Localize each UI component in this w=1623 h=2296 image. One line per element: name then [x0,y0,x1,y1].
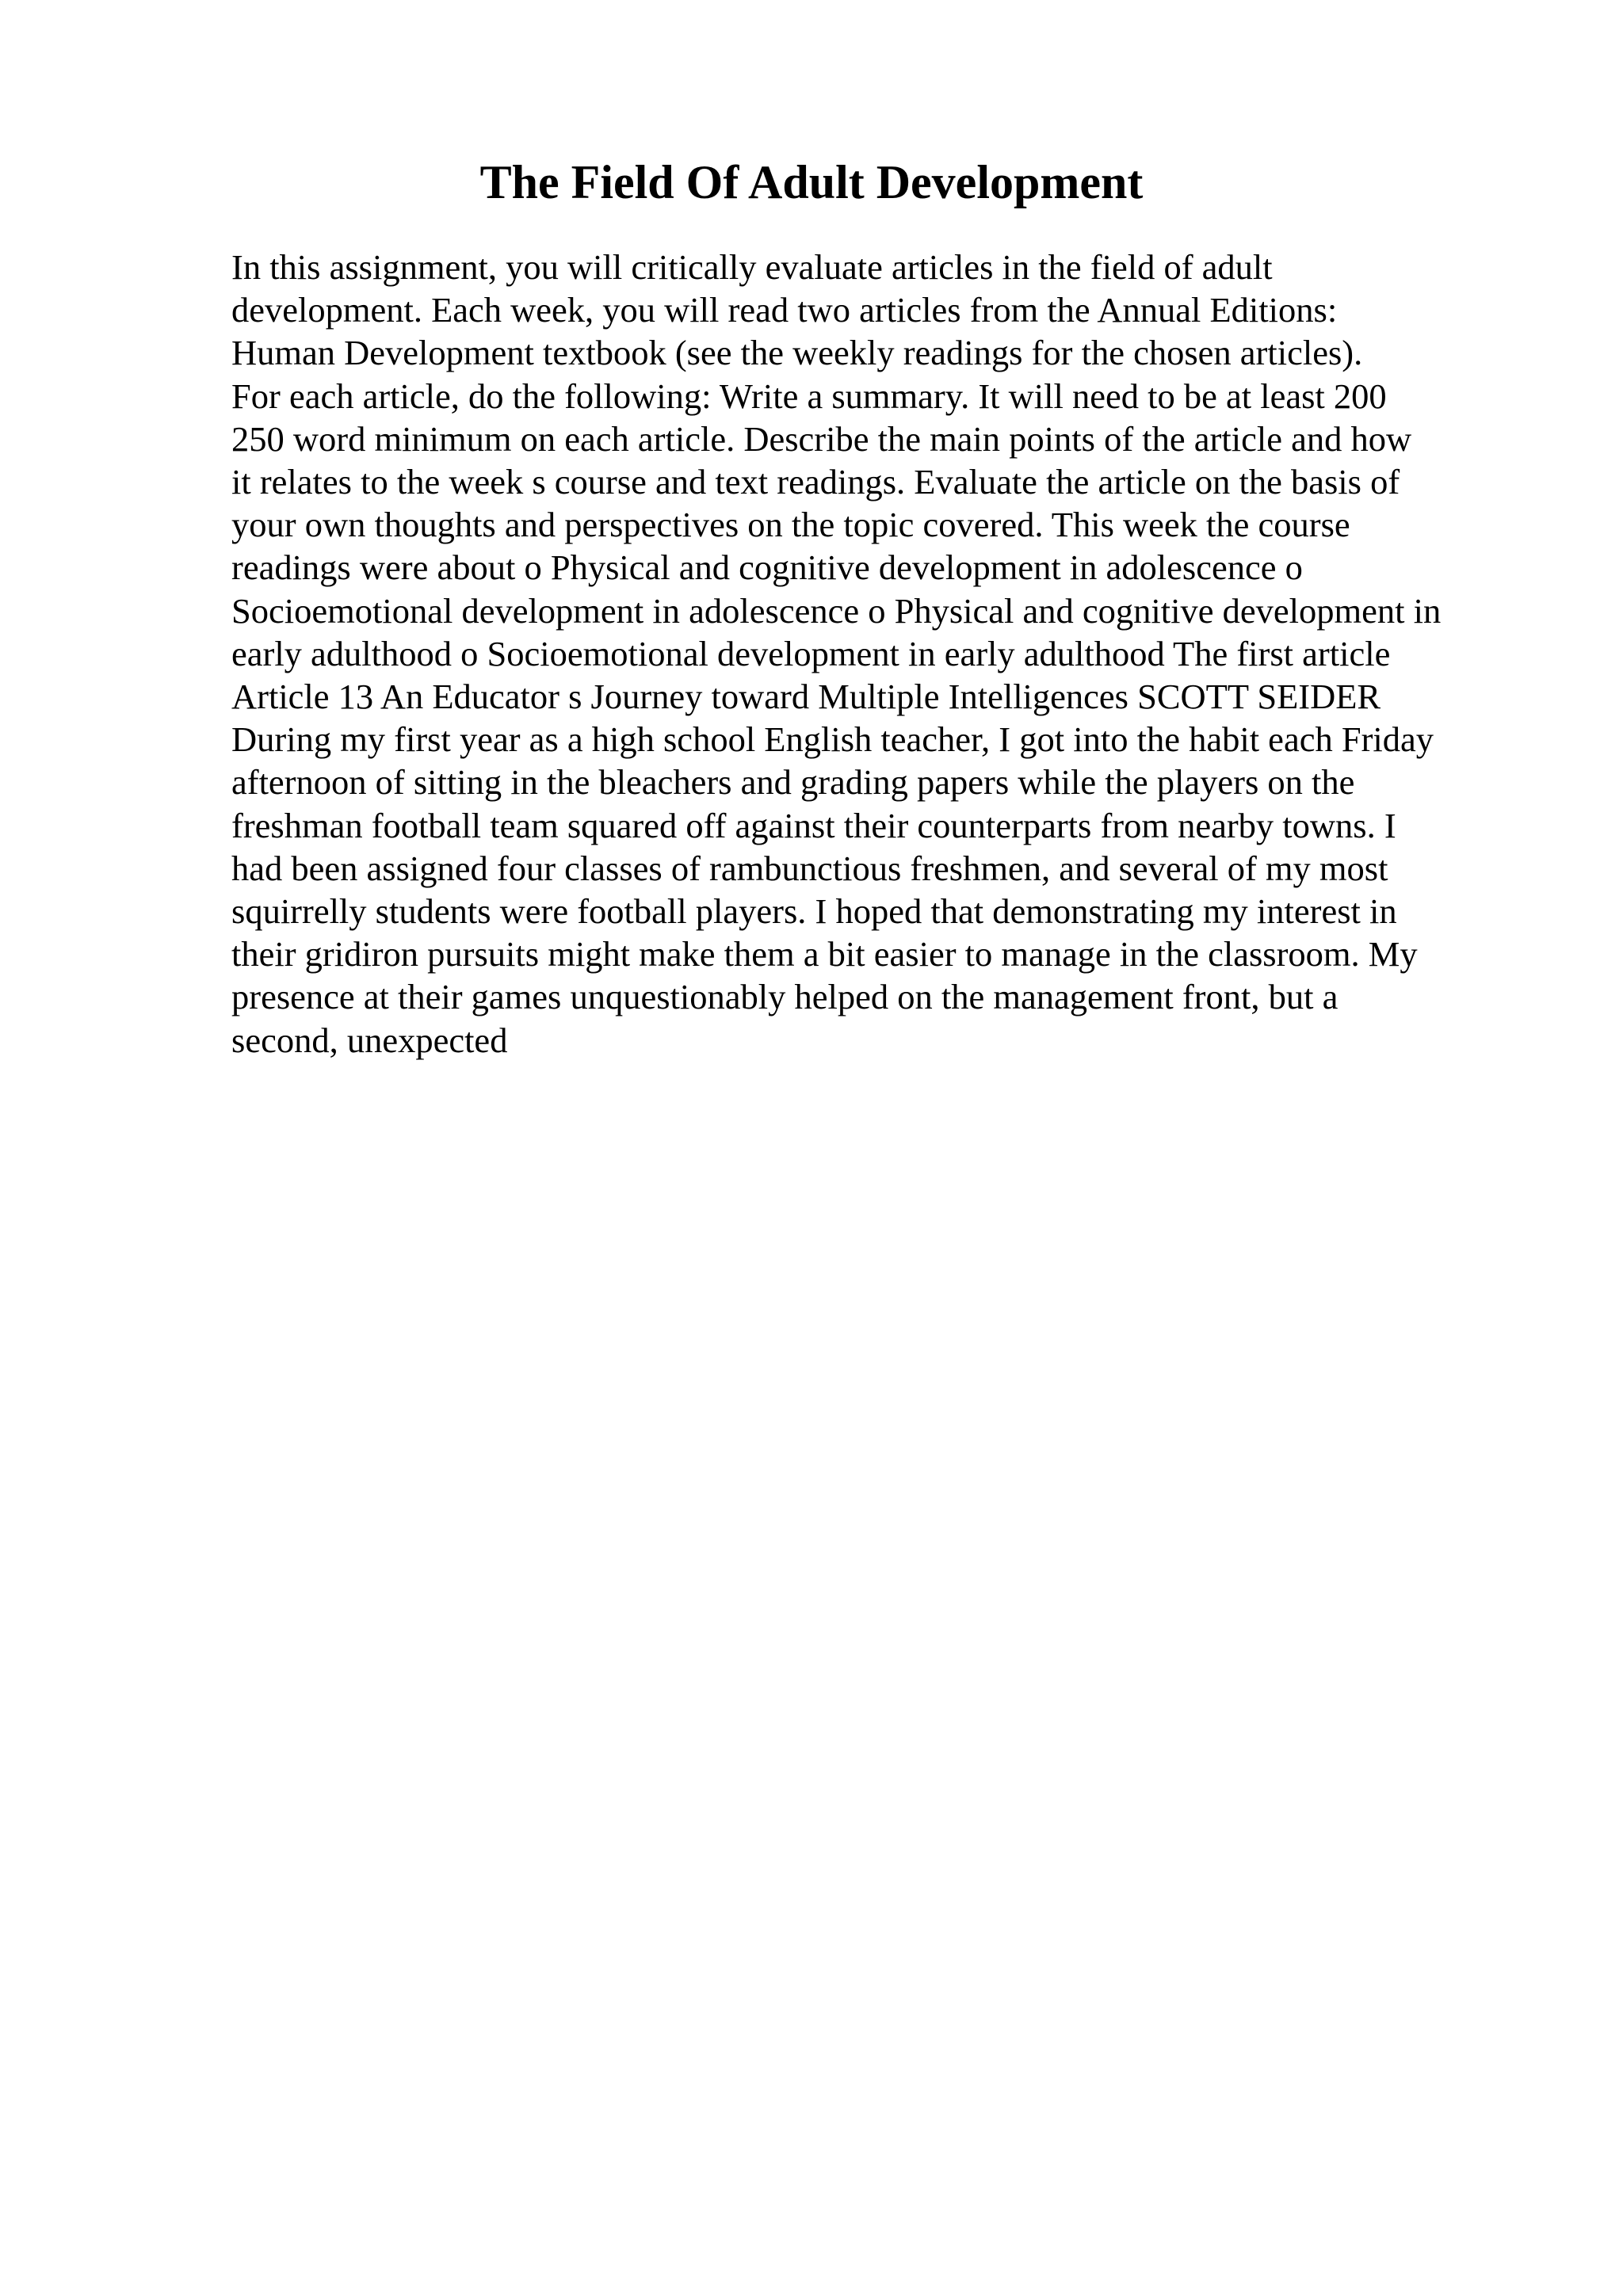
body-line: In this assignment, you will critically evaluate articles in the field of adult [231,247,1273,287]
body-line: readings were about o Physical and cognitive development in adolescence o [231,547,1303,588]
body-paragraph [231,246,1499,1062]
body-line: squirrelly students were football players. I hoped that demonstrating my interest in [231,891,1397,932]
body-line: Human Development textbook (see the weekly readings for the chosen articles). [231,333,1363,373]
body-line: freshman football team squared off against their counterparts from nearby towns. I [231,805,1396,845]
document-title: The Field Of Adult Development [479,156,1144,208]
body-line: presence at their games unquestionably helped on the management front, but a [231,977,1338,1017]
body-line: Article 13 An Educator s Journey toward Multiple Intelligences SCOTT SEIDER [231,677,1381,717]
body-line: For each article, do the following: Write a summary. It will need to be at least 200 [231,376,1387,416]
body-line: it relates to the week s course and text readings. Evaluate the article on the basis of [231,462,1400,502]
body-line: your own thoughts and perspectives on the topic covered. This week the course [231,505,1350,545]
body-line: early adulthood o Socioemotional development in early adulthood The first article [231,633,1391,673]
body-line: Socioemotional development in adolescence o Physical and cognitive development in [231,590,1442,631]
body-line: afternoon of sitting in the bleachers and grading papers while the players on the [231,762,1355,803]
body-line: development. Each week, you will read two articles from the Annual Editions: [231,290,1338,330]
body-line: second, unexpected [231,1020,508,1060]
body-line: During my first year as a high school English teacher, I got into the habit each Friday [231,719,1434,760]
body-line: had been assigned four classes of rambunctious freshmen, and several of my most [231,848,1388,888]
body-line: 250 word minimum on each article. Describe the main points of the article and how [231,418,1412,459]
body-line: their gridiron pursuits might make them a bit easier to manage in the classroom. My [231,934,1418,974]
